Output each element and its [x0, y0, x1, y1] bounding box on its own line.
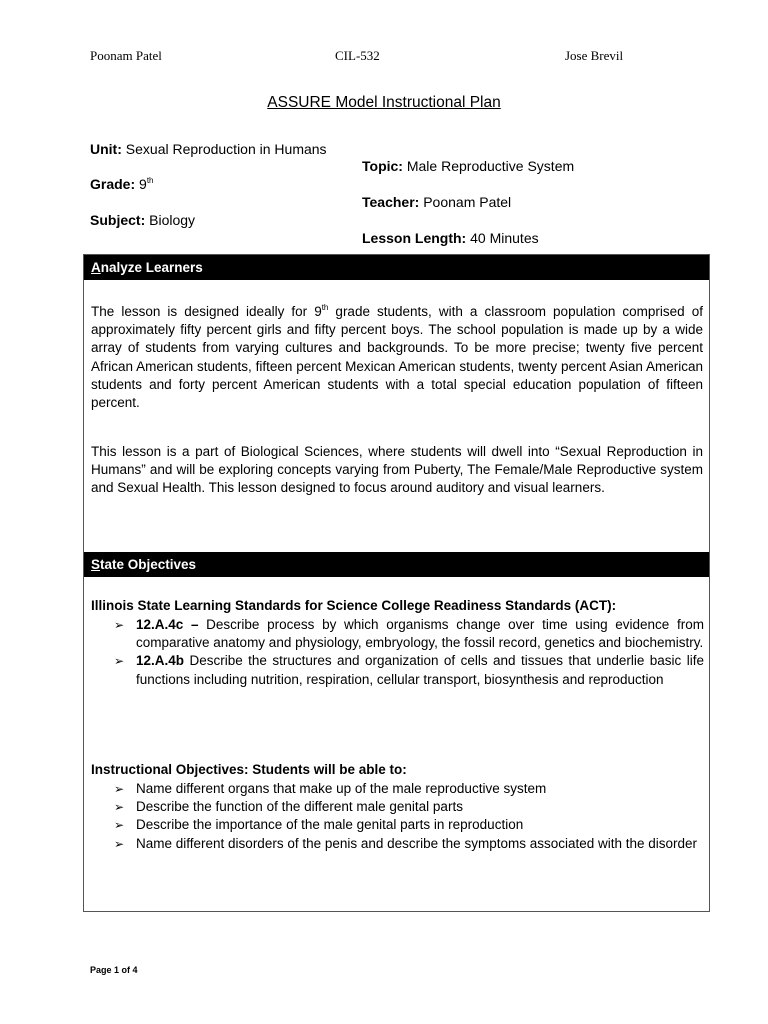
unit-label: Unit: [90, 141, 122, 157]
analyze-paragraph-2: This lesson is a part of Biological Sciences, where students will dwell into “Sexual Reproduction in Humans” and will be exploring concepts varying from Puberty, The Female/Male Reproductive system and Sexual Health. This lesson designed to focus around auditory and visual learners. [91, 444, 703, 496]
analyze-heading-rest: nalyze Learners [100, 260, 203, 275]
standard-code: 12.A.4b [136, 653, 185, 669]
analyze-paragraph-1 [91, 299, 703, 412]
analyze-heading-initial: A [91, 260, 101, 275]
list-item [114, 798, 704, 816]
grade-value: 9 [139, 176, 147, 192]
instructional-objectives-list [114, 780, 704, 853]
teacher-line [362, 194, 511, 210]
arrow-bullet-icon: ➢ [114, 782, 125, 796]
standard-text: Describe the structures and organization of cells and tissues that underlie basic life functions including nutrition, respiration, cellular transport, biosynthesis and reproduction [136, 653, 704, 687]
topic-line [362, 158, 574, 174]
subject-line [90, 212, 195, 228]
list-item [114, 616, 704, 652]
objective-text: Name different disorders of the penis and describe the symptoms associated with the disorder [136, 835, 698, 851]
lesson-length-line [362, 230, 539, 246]
list-item [114, 835, 704, 853]
analyze-p1-b: grade students, with a classroom population comprised of approximately fifty percent girls and fifty percent boys. The school population is made up by a wide array of students from varying cultures and backgrounds. To be more precise; twenty five percent African American students, fifteen percent Mexican American students, twenty percent Asian American students and forty percent American students with a total special education population of fifteen percent. [91, 304, 703, 411]
list-item [114, 780, 704, 798]
grade-line [90, 176, 153, 192]
analyze-p1-sup: th [321, 303, 329, 312]
topic-label: Topic: [362, 158, 403, 174]
unit-line [90, 141, 327, 157]
objectives-heading-initial: S [91, 557, 101, 572]
arrow-bullet-icon: ➢ [114, 654, 125, 669]
instructional-objectives-heading: Instructional Objectives: Students will be able to: [91, 762, 407, 777]
standard-text: Describe process by which organisms change over time using evidence from comparative anatomy and physiology, embryology, the fossil record, genetics and biochemistry. [136, 617, 704, 651]
arrow-bullet-icon: ➢ [114, 818, 125, 833]
lesson-length-label: Lesson Length: [362, 230, 467, 246]
arrow-bullet-icon: ➢ [114, 618, 125, 632]
grade-sup: th [146, 176, 154, 185]
standard-code: 12.A.4c – [136, 617, 199, 632]
teacher-value: Poonam Patel [423, 194, 512, 210]
objective-text: Describe the function of the different male genital parts [136, 799, 463, 815]
header-instructor: Jose Brevil [565, 48, 624, 63]
header-course: CIL-532 [335, 48, 380, 63]
standards-heading: Illinois State Learning Standards for Science College Readiness Standards (ACT): [91, 598, 617, 613]
subject-label: Subject: [90, 212, 146, 228]
page-title: ASSURE Model Instructional Plan [267, 94, 501, 111]
list-item [114, 652, 704, 688]
analyze-p1-a: The lesson is designed ideally for 9 [91, 304, 322, 319]
objectives-heading-rest: tate Objectives [100, 557, 197, 572]
standards-list [114, 616, 704, 689]
arrow-bullet-icon: ➢ [114, 836, 125, 851]
lesson-length-value: 40 Minutes [470, 230, 539, 246]
unit-value: Sexual Reproduction in Humans [125, 141, 327, 157]
objective-text: Name different organs that make up of the male reproductive system [136, 781, 547, 796]
arrow-bullet-icon: ➢ [114, 800, 125, 815]
analyze-learners-heading [84, 255, 709, 280]
list-item [114, 816, 704, 834]
topic-value: Male Reproductive System [406, 158, 575, 174]
objective-text: Describe the importance of the male genital parts in reproduction [136, 817, 524, 833]
grade-label: Grade: [90, 176, 136, 192]
header-author: Poonam Patel [90, 48, 162, 63]
plan-box [83, 254, 710, 912]
state-objectives-heading [84, 552, 709, 577]
subject-value: Biology [149, 212, 196, 228]
page-number: Page 1 of 4 [90, 965, 138, 975]
teacher-label: Teacher: [362, 194, 420, 210]
